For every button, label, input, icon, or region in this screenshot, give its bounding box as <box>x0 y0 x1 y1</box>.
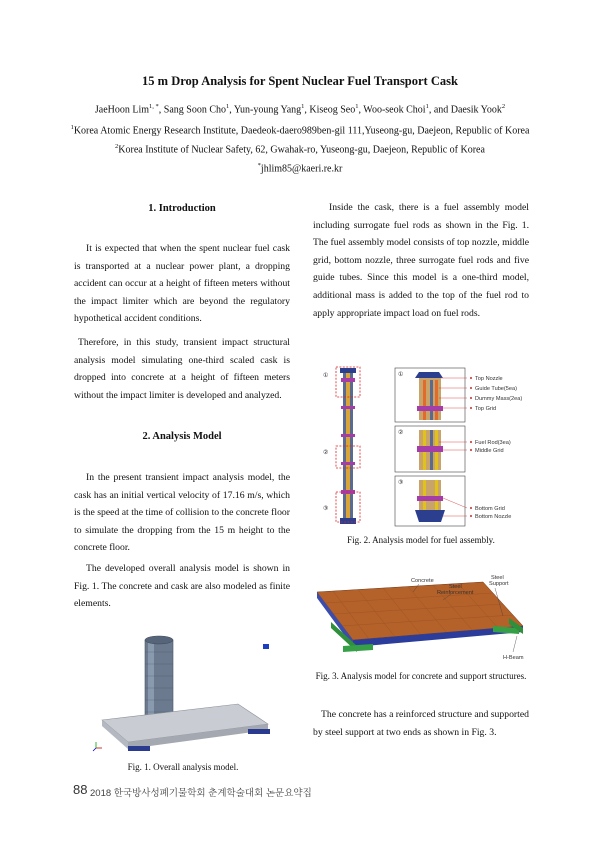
author-sup: 1 <box>226 103 230 110</box>
email-text[interactable]: jhlim85@kaeri.re.kr <box>260 163 343 175</box>
email-sup: * <box>257 162 261 169</box>
author-name: , Yun-young Yang <box>229 104 302 116</box>
panel-callout-2: ② <box>398 430 404 436</box>
affiliation-text: Korea Atomic Energy Research Institute, Daedeok-daero989ben-gil 111,Yuseong-gu, Daejeon, Republic of Korea <box>73 125 530 137</box>
callout-1: ① <box>323 373 329 379</box>
author-name: , Woo-seok Choi <box>358 104 426 116</box>
label-steel-support-1: Steel <box>491 575 504 581</box>
label-bottom-nozzle: Bottom Nozzle <box>475 514 512 520</box>
right-paragraph-1: Inside the cask, there is a fuel assembly model including surrogate fuel rods as shown in the Fig. 1. The fuel assembly model consists of top nozzle, middle grid, bottom nozzle, three surrogate fuel rods and five guide tubes. Since this model is a one-third model, additional mass is added to the top of the fuel rod to apply appropriate impact load on fuel rods. <box>313 202 529 319</box>
panel-callout-3: ③ <box>398 480 404 486</box>
figure-2-caption: Fig. 2. Analysis model for fuel assembly. <box>347 535 495 545</box>
label-middle-grid: Middle Grid <box>475 448 504 454</box>
callout-2: ② <box>323 450 329 456</box>
author-list <box>0 103 600 115</box>
journal-title: 2018 한국방사성폐기물학회 춘계학술대회 논문요약집 <box>90 788 312 799</box>
section-heading-analysis-model: 2. Analysis Model <box>142 431 222 442</box>
figure-2-fuel-assembly <box>315 366 525 528</box>
figure-3-caption: Fig. 3. Analysis model for concrete and support structures. <box>315 671 527 681</box>
author-name: JaeHoon Lim <box>94 104 150 116</box>
model-paragraph-2: The developed overall analysis model is shown in Fig. 1. The concrete and cask are also modeled as finite elements. <box>74 563 290 610</box>
author-sup: 2 <box>501 103 506 110</box>
label-steel-reinforcement-1: Steel <box>449 584 462 590</box>
author-name: , Kiseog Seo <box>304 104 356 116</box>
label-fuel-rod: Fuel Rod(3ea) <box>475 440 511 446</box>
panel-callout-1: ① <box>398 372 404 378</box>
label-top-grid: Top Grid <box>475 406 497 412</box>
intro-paragraph-2: Therefore, in this study, transient impact structural analysis model simulating one-third scaled cask is dropped into concrete at a height of fifteen meters without the impact limiter is developed and analyzed. <box>74 337 290 401</box>
label-bottom-grid: Bottom Grid <box>475 506 505 512</box>
section-heading-introduction: 1. Introduction <box>148 203 216 214</box>
contact-email <box>0 162 600 174</box>
author-sup: 1, * <box>149 103 159 110</box>
author-sup: 1 <box>425 103 429 110</box>
affiliation-sup: 2 <box>115 143 119 150</box>
label-steel-support-2: Support <box>489 581 509 587</box>
intro-paragraph-1: It is expected that when the spent nuclear fuel cask is transported at a nuclear power plant, a dropping accident can occur at a height of fifteen meters without the impact limiter which are beyond the regulatory hypothetical accident conditions. <box>74 243 290 325</box>
model-paragraph-1: In the present transient impact analysis model, the cask has an initial vertical velocity of 17.16 m/s, which is the speed at the time of collision to the concrete floor to simulate the dropping from the 15 m height to the concrete floor. <box>74 472 290 554</box>
author-name: , Sang Soon Cho <box>158 104 227 116</box>
figure-1-caption: Fig. 1. Overall analysis model. <box>127 762 239 772</box>
affiliation-text: Korea Institute of Nuclear Safety, 62, Gwahak-ro, Yuseong-gu, Daejeon, Republic of Korea <box>118 144 485 156</box>
callout-3: ③ <box>323 506 329 512</box>
label-h-beam: H-Beam <box>503 655 524 661</box>
label-steel-reinforcement-2: Reinforcement <box>437 590 474 596</box>
label-dummy-mass: Dummy Mass(2ea) <box>475 396 523 402</box>
page-number: 88 <box>73 782 88 797</box>
affiliation-2 <box>0 143 600 155</box>
figure-3-concrete-support <box>313 570 529 662</box>
label-concrete: Concrete <box>411 578 434 584</box>
affiliation-sup: 1 <box>70 124 74 131</box>
author-sup: 1 <box>301 103 305 110</box>
label-guide-tube: Guide Tube(5ea) <box>475 386 517 392</box>
author-sup: 1 <box>355 103 359 110</box>
label-top-nozzle: Top Nozzle <box>475 376 503 382</box>
right-paragraph-2: The concrete has a reinforced structure and supported by steel support at two ends as shown in Fig. 3. <box>313 709 529 738</box>
figure-1-overall-model <box>88 632 278 754</box>
author-name: , and Daesik Yook <box>428 104 502 116</box>
paper-title: 15 m Drop Analysis for Spent Nuclear Fuel Transport Cask <box>142 74 458 88</box>
affiliation-1 <box>0 124 600 136</box>
